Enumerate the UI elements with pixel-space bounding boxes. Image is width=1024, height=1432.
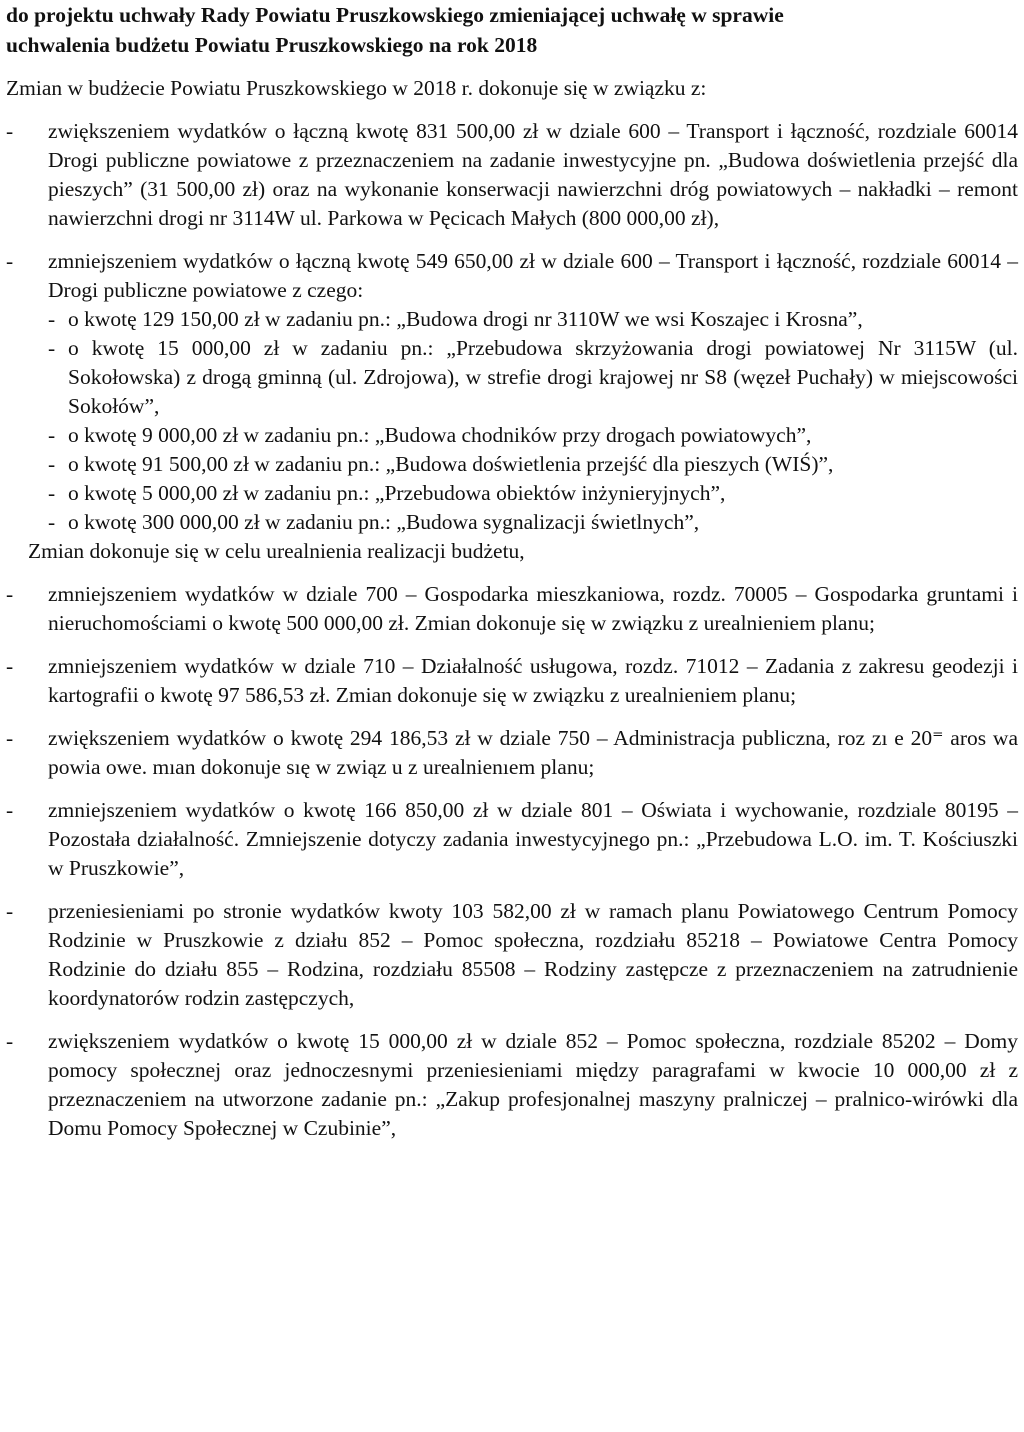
sub-list [48,305,1018,537]
sub-list-bullet: - [48,510,56,534]
sub-list-item-text: o kwotę 9 000,00 zł w zadaniu pn.: „Budowa chodników przy drogach powiatowych”, [68,423,812,447]
list-bullet: - [6,899,14,923]
list-bullet: - [6,1029,14,1053]
sub-list-item [48,479,1018,508]
sub-list-item-text: o kwotę 300 000,00 zł w zadaniu pn.: „Budowa sygnalizacji świetlnych”, [68,510,700,534]
list-item-note: Zmian dokonuje się w celu urealnienia realizacji budżetu, [28,539,525,563]
list-bullet: - [6,798,14,822]
list-item-text: zwiększeniem wydatków o kwotę 15 000,00 zł w dziale 852 – Pomoc społeczna, rozdziale 85202 – Domy pomocy społecznej oraz jednoczesnymi przeniesieniami między paragrafami w kwocie 10 000,00 zł z przeznaczeniem na utworzone zadanie pn.: „Zakup profesjonalnej maszyny pralniczej – pralnico-wirówki dla Domu Pomocy Społecznej w Czubinie”, [48,1029,1018,1140]
sub-list-item-text: o kwotę 91 500,00 zł w zadaniu pn.: „Budowa doświetlenia przejść dla pieszych (WIŚ)”, [68,452,834,476]
sub-list-item [48,450,1018,479]
sub-list-item-text: o kwotę 129 150,00 zł w zadaniu pn.: „Budowa drogi nr 3110W we wsi Koszajec i Krosna”, [68,307,863,331]
list-item-text: zwiększeniem wydatków o kwotę 294 186,53 zł w dziale 750 – Administracja publiczna, roz zı e 20⁼ aros wa powia owe. mıan dokonuje sıę w związ u z urealnienıem planu; [48,726,1018,779]
sub-list-bullet: - [48,336,56,360]
sub-list-bullet: - [48,307,56,331]
list-bullet: - [6,582,14,606]
list-item [6,796,1018,883]
list-item-text: zmniejszeniem wydatków w dziale 700 – Gospodarka mieszkaniowa, rozdz. 70005 – Gospodarka gruntami i nieruchomościami o kwotę 500 000,00 zł. Zmian dokonuje się w związku z urealnieniem planu; [48,582,1018,635]
sub-list-item [48,508,1018,537]
list-bullet: - [6,249,14,273]
sub-list-bullet: - [48,481,56,505]
sub-list-item [48,421,1018,450]
changes-list [6,117,1018,1143]
sub-list-bullet: - [48,423,56,447]
list-item-text: zmniejszeniem wydatków o kwotę 166 850,00 zł w dziale 801 – Oświata i wychowanie, rozdziale 80195 – Pozostała działalność. Zmniejszenie dotyczy zadania inwestycyjnego pn.: „Przebudowa L.O. im. T. Kościuszki w Pruszkowie”, [48,798,1018,880]
list-item-text: przeniesieniami po stronie wydatków kwoty 103 582,00 zł w ramach planu Powiatowego Centrum Pomocy Rodzinie w Pruszkowie z działu 852 – Pomoc społeczna, rozdziału 85218 – Powiatowe Centra Pomocy Rodzinie do działu 855 – Rodzina, rozdziału 85508 – Rodziny zastępcze z przeznaczeniem na zatrudnienie koordynatorów rodzin zastępczych, [48,899,1018,1010]
list-bullet: - [6,726,14,750]
sub-list-item-text: o kwotę 15 000,00 zł w zadaniu pn.: „Przebudowa skrzyżowania drogi powiatowej Nr 3115W (ul. Sokołowska) z drogą gminną (ul. Zdrojowa), w strefie drogi krajowej nr S8 (węzeł Puchały) w miejscowości Sokołów”, [68,336,1018,418]
list-item [6,580,1018,638]
list-item-text: zmniejszeniem wydatków w dziale 710 – Działalność usługowa, rozdz. 71012 – Zadania z zakresu geodezji i kartografii o kwotę 97 586,53 zł. Zmian dokonuje się w związku z urealnieniem planu; [48,654,1018,707]
list-item-text: zwiększeniem wydatków o łączną kwotę 831 500,00 zł w dziale 600 – Transport i łączność, rozdziale 60014 Drogi publiczne powiatowe z przeznaczeniem na zadanie inwestycyjne pn. „Budowa doświetlenia przejść dla pieszych” (31 500,00 zł) oraz na wykonanie konserwacji nawierzchni dróg powiatowych – nakładki – remont nawierzchni drogi nr 3114W ul. Parkowa w Pęcicach Małych (800 000,00 zł), [48,119,1018,230]
list-item [6,897,1018,1013]
list-bullet: - [6,654,14,678]
list-item [6,724,1018,782]
list-item [6,1027,1018,1143]
list-item [6,247,1018,566]
sub-list-item [48,334,1018,421]
list-item [6,117,1018,233]
list-item-text: zmniejszeniem wydatków o łączną kwotę 549 650,00 zł w dziale 600 – Transport i łączność, rozdziale 60014 – Drogi publiczne powiatowe z czego: [48,249,1018,302]
sub-list-item [48,305,1018,334]
list-bullet: - [6,119,14,143]
list-item [6,652,1018,710]
intro-paragraph: Zmian w budżecie Powiatu Pruszkowskiego w 2018 r. dokonuje się w związku z: [6,76,707,100]
title-line-2: uchwalenia budżetu Powiatu Pruszkowskiego na rok 2018 [6,33,538,57]
title-line-1: do projektu uchwały Rady Powiatu Pruszkowskiego zmieniającej uchwałę w sprawie [6,3,784,27]
sub-list-bullet: - [48,452,56,476]
document-title [6,0,1018,60]
sub-list-item-text: o kwotę 5 000,00 zł w zadaniu pn.: „Przebudowa obiektów inżynieryjnych”, [68,481,726,505]
